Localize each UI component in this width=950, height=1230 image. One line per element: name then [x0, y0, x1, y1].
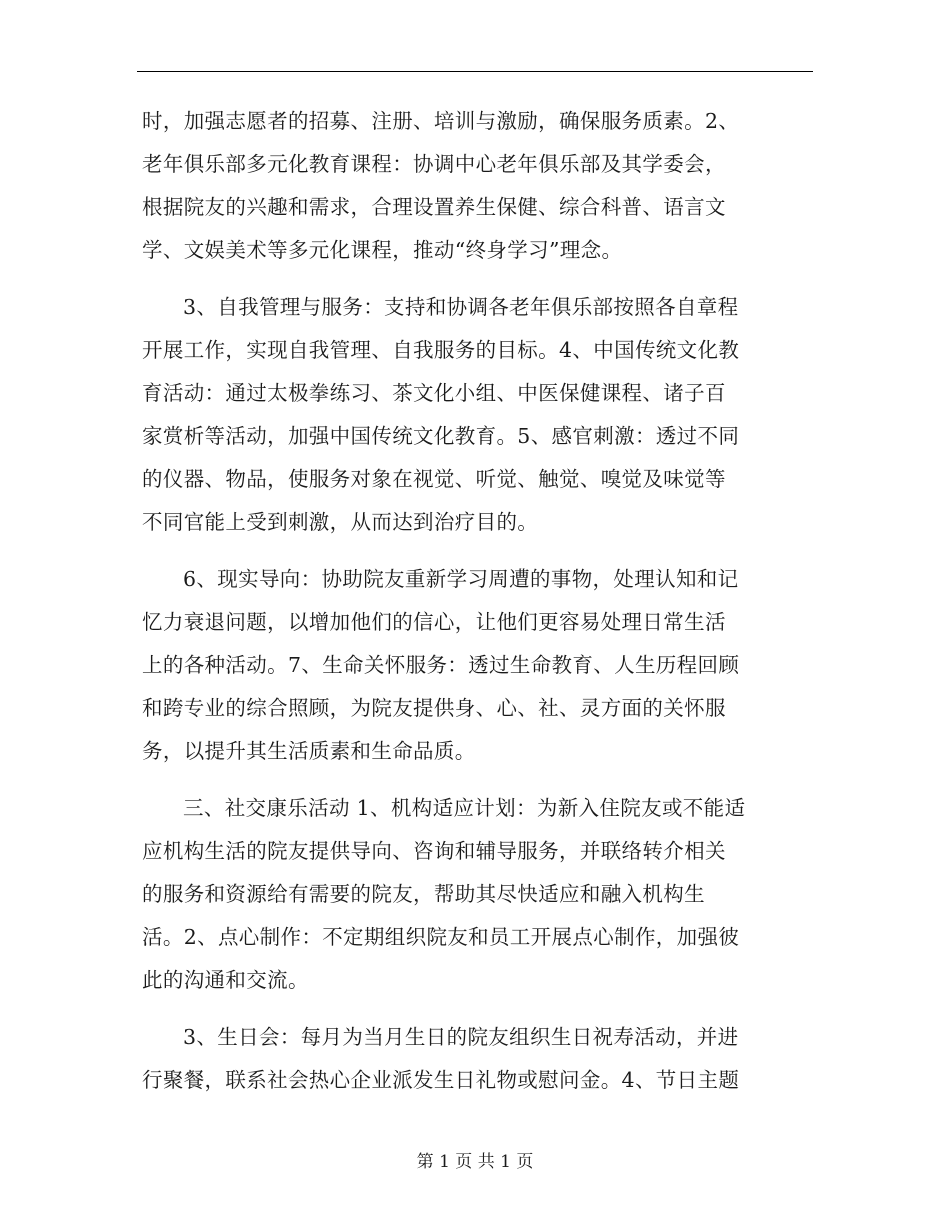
text-line: 时，加强志愿者的招募、注册、培训与激励，确保服务质素。2、	[142, 109, 740, 133]
text-line: 育活动：通过太极拳练习、茶文化小组、中医保健课程、诸子百	[142, 381, 726, 405]
text-line: 学、文娱美术等多元化课程，推动“终身学习”理念。	[142, 238, 623, 262]
text-line: 忆力衰退问题，以增加他们的信心，让他们更容易处理日常生活	[142, 610, 726, 634]
text-line: 3、生日会：每月为当月生日的院友组织生日祝寿活动，并进	[183, 1025, 739, 1049]
paragraph	[142, 1016, 802, 1102]
text-line: 应机构生活的院友提供导向、咨询和辅导服务，并联络转介相关	[142, 839, 726, 863]
text-line: 根据院友的兴趣和需求，合理设置养生保健、综合科普、语言文	[142, 195, 726, 219]
paragraph	[142, 100, 802, 272]
text-line: 老年俱乐部多元化教育课程：协调中心老年俱乐部及其学委会，	[142, 152, 726, 176]
text-line: 此的沟通和交流。	[142, 968, 309, 992]
text-line: 上的各种活动。7、生命关怀服务：透过生命教育、人生历程回顾	[142, 653, 740, 677]
text-line: 和跨专业的综合照顾，为院友提供身、心、社、灵方面的关怀服	[142, 696, 726, 720]
paragraph	[142, 286, 802, 544]
text-line: 的仪器、物品，使服务对象在视觉、听觉、触觉、嗅觉及味觉等	[142, 467, 726, 491]
text-line: 开展工作，实现自我管理、自我服务的目标。4、中国传统文化教	[142, 338, 740, 362]
text-line: 三、社交康乐活动 1、机构适应计划：为新入住院友或不能适	[183, 796, 746, 820]
document-body	[142, 100, 802, 1102]
text-line: 活。2、点心制作：不定期组织院友和员工开展点心制作，加强彼	[142, 925, 740, 949]
text-line: 6、现实导向：协助院友重新学习周遭的事物，处理认知和记	[183, 567, 739, 591]
paragraph	[142, 558, 802, 773]
text-line: 3、自我管理与服务：支持和协调各老年俱乐部按照各自章程	[183, 295, 739, 319]
text-line: 的服务和资源给有需要的院友，帮助其尽快适应和融入机构生	[142, 882, 705, 906]
text-line: 行聚餐，联系社会热心企业派发生日礼物或慰问金。4、节日主题	[142, 1068, 740, 1092]
page-number-footer: 第 1 页 共 1 页	[416, 1152, 534, 1172]
paragraph	[142, 787, 802, 1002]
text-line: 不同官能上受到刺激，从而达到治疗目的。	[142, 510, 539, 534]
header-rule	[137, 71, 813, 72]
text-line: 家赏析等活动，加强中国传统文化教育。5、感官刺激：透过不同	[142, 424, 740, 448]
text-line: 务，以提升其生活质素和生命品质。	[142, 739, 476, 763]
